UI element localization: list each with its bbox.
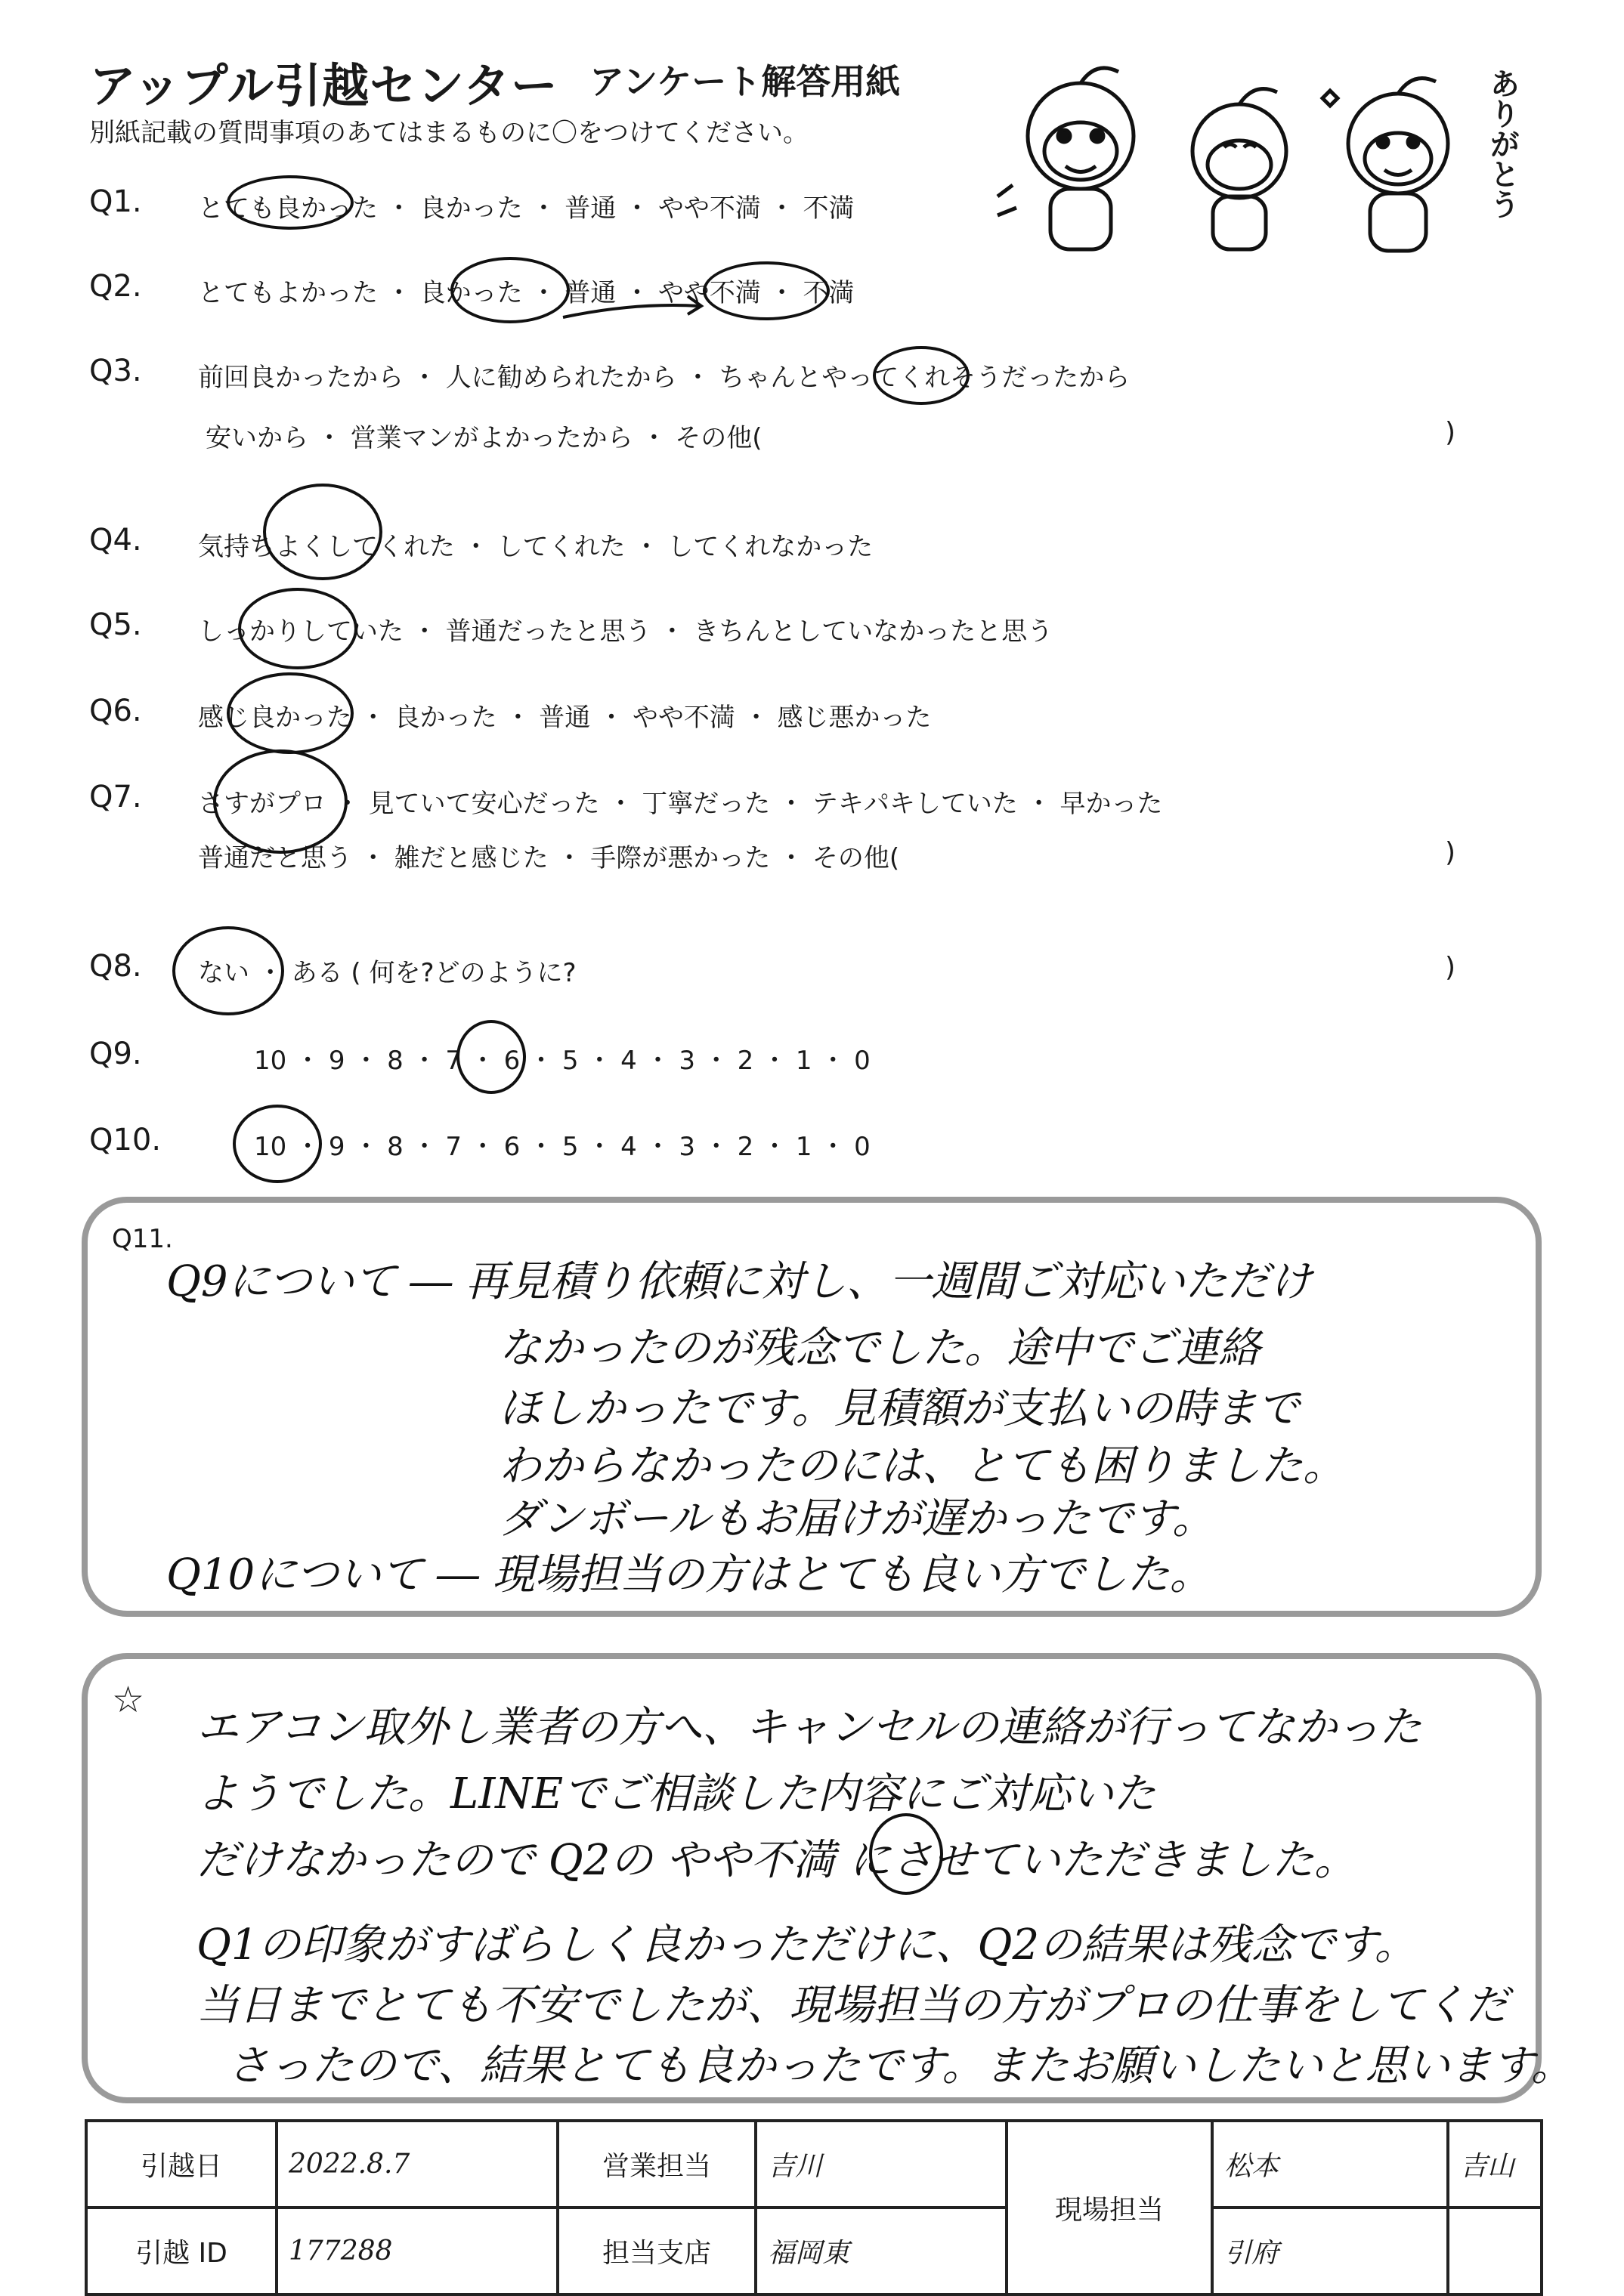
form-title: アンケート解答用紙 [589, 61, 901, 102]
sales-staff-value: 吉川 [756, 2121, 1007, 2208]
branch-value: 福岡東 [756, 2208, 1007, 2294]
q8-label: Q8. [89, 949, 142, 984]
comment-line-1: エアコン取外し業者の方へ、キャンセルの連絡が行ってなかった [196, 1703, 1422, 1752]
comment-line-3: だけなかったので Q2の やや不満 にさせていただきました。 [196, 1836, 1356, 1885]
q10-scale: 10 ・ 9 ・ 8 ・ 7 ・ 6 ・ 5 ・ 4 ・ 3 ・ 2 ・ 1 ・ 0 [254, 1132, 871, 1162]
q3-paren-close: ) [1445, 417, 1456, 448]
q11-line-5: ダンボールもお届けが遅かったです。 [499, 1494, 1214, 1544]
q11-line-2: なかったのが残念でした。途中でご連絡 [499, 1324, 1261, 1373]
q8-answer-circle [172, 926, 284, 1015]
comment-line-2: ようでした。LINEでご相談した内容にご対応いた [196, 1769, 1156, 1819]
q7-answer-circle [213, 749, 348, 854]
q4-answer-circle [263, 484, 382, 580]
q7-paren-close: ) [1445, 837, 1456, 868]
q11-label: Q11. [112, 1224, 173, 1254]
q1-options: とても良かった ・ 良かった ・ 普通 ・ やや不満 ・ 不満 [198, 193, 855, 224]
q11-line-6: Q10について ― 現場担当の方はとても良い方でした。 [166, 1550, 1212, 1599]
q6-label: Q6. [89, 694, 142, 728]
q2-secondary-circle [703, 261, 830, 320]
q8-options: ない ・ ある ( 何を?どのように? [198, 958, 577, 988]
q11-line-1: Q9について ― 再見積り依頼に対し、一週間ご対応いただけ [166, 1257, 1313, 1306]
q6-options: 感じ良かった ・ 良かった ・ 普通 ・ やや不満 ・ 感じ悪かった [198, 703, 932, 733]
site-staff-3: 引府 [1212, 2208, 1448, 2294]
q4-label: Q4. [89, 523, 142, 558]
q2-options: とてもよかった ・ 良かった ・ 普通 ・ やや不満 ・ 不満 [198, 278, 855, 308]
q9-answer-circle [456, 1020, 526, 1094]
q2-answer-circle [450, 257, 570, 323]
q3-options-line2: 安いから ・ 営業マンがよかったから ・ その他( [206, 423, 763, 453]
site-staff-2: 吉山 [1448, 2121, 1542, 2208]
move-id-value: 177288 [277, 2208, 558, 2294]
q9-label: Q9. [89, 1037, 142, 1071]
q11-line-4: わからなかったのには、とても困りました。 [499, 1442, 1345, 1491]
q2-arrow-icon [559, 287, 710, 332]
comment-line-5: 当日までとても不安でしたが、現場担当の方がプロの仕事をしてくだ [196, 1981, 1508, 2030]
q8-paren-close: ) [1445, 952, 1456, 983]
move-id-label: 引越 ID [86, 2208, 277, 2294]
comment-line-4: Q1の印象がすばらしく良かっただけに、Q2の結果は残念です。 [196, 1921, 1417, 1970]
star-icon: ☆ [112, 1679, 145, 1721]
instruction-text: 別紙記載の質問事項のあてはまるものに〇をつけてください。 [89, 118, 809, 148]
q10-label: Q10. [89, 1123, 162, 1157]
q3-options-line1: 前回良かったから ・ 人に勧められたから ・ ちゃんとやってくれそうだったから [198, 363, 1131, 393]
q1-label: Q1. [89, 184, 142, 219]
q1-answer-circle [227, 175, 354, 230]
site-staff-label: 現場担当 [1007, 2121, 1212, 2294]
q10-answer-circle [233, 1105, 322, 1183]
q7-options-line2: 普通だと思う ・ 雑だと感じた ・ 手際が悪かった ・ その他( [198, 843, 900, 873]
company-name: アップル引越センター [89, 58, 558, 113]
q3-label: Q3. [89, 354, 142, 388]
comment-line-6: さったので、結果とても良かったです。またお願いしたいと思います。 [227, 2041, 1573, 2091]
move-date-label: 引越日 [86, 2121, 277, 2208]
q5-options: しっかりしていた ・ 普通だったと思う ・ きちんとしていなかったと思う [198, 616, 1053, 647]
move-info-table [85, 2119, 1543, 2296]
site-staff-empty [1448, 2208, 1542, 2294]
comment-circle-mark [869, 1813, 943, 1895]
monkey-mascots-illustration [990, 45, 1542, 257]
branch-label: 担当支店 [558, 2208, 756, 2294]
q6-answer-circle [227, 672, 354, 754]
site-staff-1: 松本 [1212, 2121, 1448, 2208]
q3-answer-circle [873, 346, 970, 405]
q4-options: 気持ちよくしてくれた ・ してくれた ・ してくれなかった [198, 532, 874, 562]
q2-label: Q2. [89, 269, 142, 304]
arigatou-text: ありがとう [1485, 68, 1520, 219]
sales-staff-label: 営業担当 [558, 2121, 756, 2208]
q9-scale: 10 ・ 9 ・ 8 ・ 7 ・ 6 ・ 5 ・ 4 ・ 3 ・ 2 ・ 1 ・ 0 [254, 1046, 871, 1076]
q5-answer-circle [238, 588, 357, 669]
q5-label: Q5. [89, 607, 142, 642]
q7-options-line1: さすがプロ ・ 見ていて安心だった ・ 丁寧だった ・ テキパキしていた ・ 早かった [198, 789, 1163, 819]
q11-line-3: ほしかったです。見積額が支払いの時まで [499, 1384, 1300, 1433]
move-date-value: 2022.8.7 [277, 2121, 558, 2208]
q7-label: Q7. [89, 780, 142, 814]
